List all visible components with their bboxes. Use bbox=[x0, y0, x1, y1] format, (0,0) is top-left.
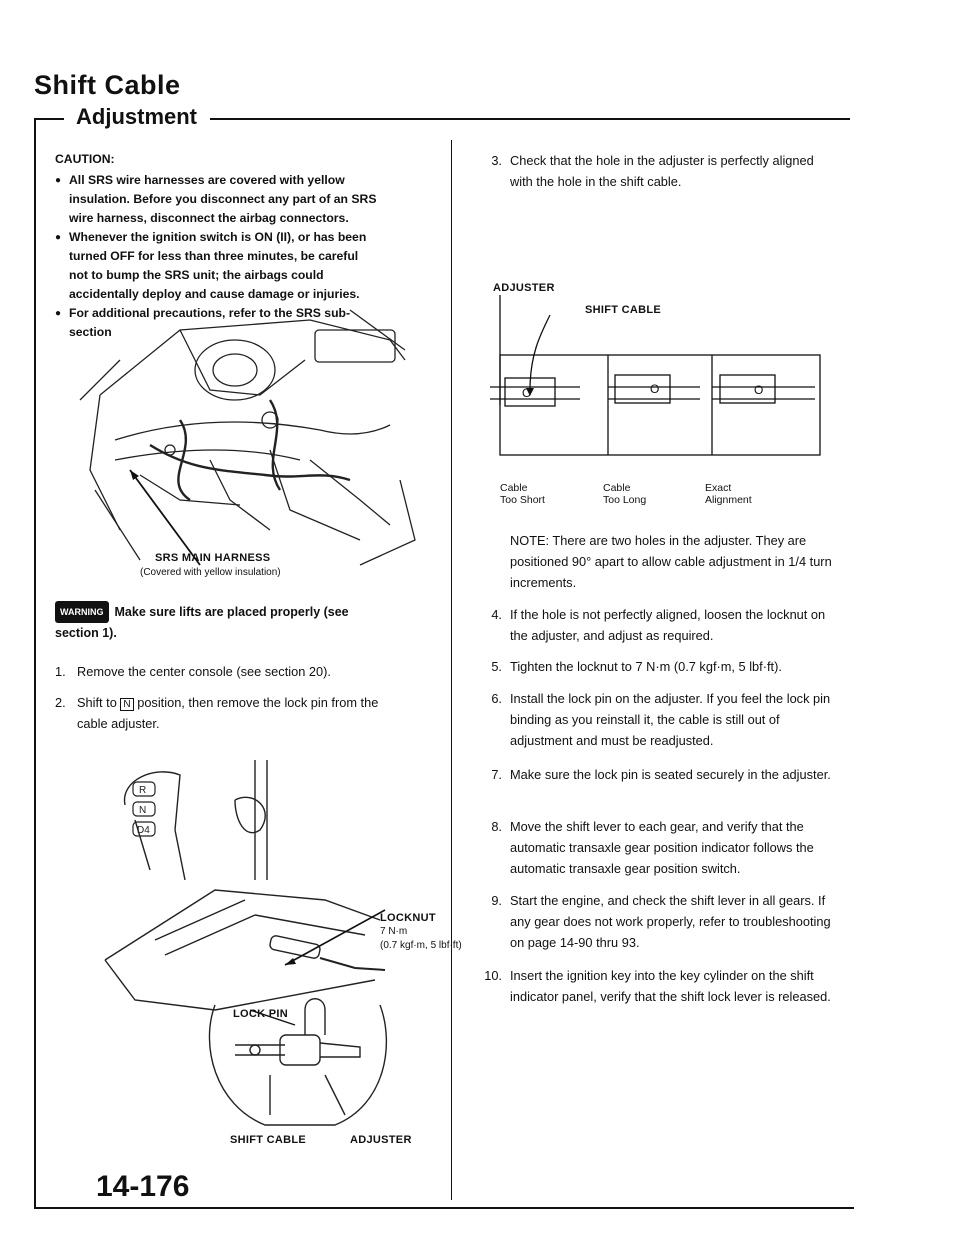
step-number: 8. bbox=[491, 819, 502, 834]
right-step-10 bbox=[480, 965, 840, 1007]
section-heading: Adjustment bbox=[76, 104, 197, 129]
figure1-label: SRS MAIN HARNESS bbox=[155, 552, 271, 564]
right-step-9 bbox=[480, 890, 840, 953]
right-step-3 bbox=[480, 150, 840, 192]
page-title: Shift Cable bbox=[34, 70, 181, 100]
locknut-torque-alt: (0.7 kgf·m, 5 lbf·ft) bbox=[380, 940, 462, 951]
right-step-4 bbox=[480, 604, 840, 646]
step-number: 2. bbox=[55, 695, 66, 710]
warning-badge: WARNING bbox=[55, 601, 109, 623]
locknut-torque: 7 N·m bbox=[380, 926, 408, 937]
right-step-7 bbox=[480, 764, 840, 785]
step-text-pre: Shift to bbox=[77, 695, 117, 710]
caption-line: Too Short bbox=[500, 494, 545, 506]
gear-label-d4: D4 bbox=[137, 825, 150, 836]
step-number: 6. bbox=[491, 691, 502, 706]
right-step-6 bbox=[480, 688, 840, 751]
note-block: NOTE: There are two holes in the adjuster. They are positioned 90° apart to allow cable adjustment in 1/4 turn increments. bbox=[510, 533, 832, 590]
caution-item: ● For additional precautions, refer to the SRS sub-section bbox=[55, 304, 380, 342]
shift-cable-label-fig2: SHIFT CABLE bbox=[230, 1134, 307, 1146]
caption-line: Alignment bbox=[705, 494, 752, 506]
hole-mark-long: O bbox=[650, 382, 660, 396]
warning-block bbox=[55, 601, 385, 643]
step-number: 7. bbox=[491, 767, 502, 782]
column-divider bbox=[451, 140, 452, 1200]
caption-line: Exact bbox=[705, 482, 732, 494]
left-step-1 bbox=[55, 661, 395, 682]
step-text: Check that the hole in the adjuster is perfectly aligned with the hole in the shift cable. bbox=[510, 153, 814, 189]
page-number: 14-176 bbox=[96, 1170, 190, 1203]
hole-mark-exact: O bbox=[754, 383, 764, 397]
caption-too-long bbox=[603, 482, 646, 506]
step-text-wrap bbox=[77, 692, 395, 734]
caption-line: Cable bbox=[603, 482, 631, 494]
step-text: Install the lock pin on the adjuster. If you feel the lock pin binding as you reinstall it, the cable is still out of adjustment and must be readjusted. bbox=[510, 691, 831, 748]
step-text: Move the shift lever to each gear, and verify that the automatic transaxle gear position indicator follows the automatic transaxle gear position switch. bbox=[510, 819, 814, 876]
warning-text: Make sure lifts are placed properly (see section 1). bbox=[55, 605, 349, 640]
step-text: Make sure the lock pin is seated securely in the adjuster. bbox=[510, 767, 831, 782]
caption-too-short bbox=[500, 482, 545, 506]
gear-label-r: R bbox=[139, 785, 147, 796]
lock-pin-detail-illustration bbox=[195, 985, 395, 1135]
adjuster-label-fig3: ADJUSTER bbox=[493, 282, 555, 294]
right-step-8 bbox=[480, 816, 840, 879]
neutral-key-symbol: N bbox=[120, 698, 133, 711]
shift-cable-label-fig3: SHIFT CABLE bbox=[585, 304, 662, 316]
step-number: 5. bbox=[491, 659, 502, 674]
caution-heading: CAUTION: bbox=[55, 152, 115, 166]
step-text-post: position, then remove the lock pin from the cable adjuster. bbox=[77, 695, 379, 731]
step-text: Insert the ignition key into the key cylinder on the shift indicator panel, verify that the shift lock lever is released. bbox=[510, 968, 831, 1004]
step-text: If the hole is not perfectly aligned, loosen the locknut on the adjuster, and adjust as required. bbox=[510, 607, 826, 643]
step-number: 9. bbox=[491, 893, 502, 908]
step-text: Start the engine, and check the shift lever in all gears. If any gear does not work properly, refer to troubleshooting on page 14-90 thru 93. bbox=[510, 893, 831, 950]
locknut-label: LOCKNUT bbox=[380, 912, 436, 924]
caution-item: ● Whenever the ignition switch is ON (II), or has been turned OFF for less than three minutes, be careful not to bump the SRS unit; the airbags could accidentally deploy and cause damage or injuries. bbox=[55, 228, 380, 304]
bottom-frame-rule bbox=[34, 1207, 854, 1209]
section-rule-left bbox=[34, 118, 64, 120]
hole-mark-short: O bbox=[522, 386, 532, 400]
right-step-5 bbox=[480, 656, 840, 677]
section-rule-right bbox=[210, 118, 850, 120]
gear-label-n: N bbox=[139, 805, 147, 816]
dashboard-harness-illustration bbox=[60, 300, 440, 590]
caption-exact bbox=[705, 482, 752, 506]
adjuster-label-fig2: ADJUSTER bbox=[350, 1134, 412, 1146]
lock-pin-label: LOCK PIN bbox=[233, 1008, 288, 1020]
caption-line: Too Long bbox=[603, 494, 647, 506]
left-step-2 bbox=[55, 692, 395, 734]
step-text: Remove the center console (see section 20). bbox=[77, 664, 331, 679]
step-text: Tighten the locknut to 7 N·m (0.7 kgf·m, 5 lbf·ft). bbox=[510, 659, 782, 674]
caution-item: ● All SRS wire harnesses are covered with yellow insulation. Before you disconnect any part of an SRS wire harness, disconnect the airbag connectors. bbox=[55, 171, 380, 228]
caption-line: Cable bbox=[500, 482, 528, 494]
step-number: 4. bbox=[491, 607, 502, 622]
step-number: 10. bbox=[484, 968, 502, 983]
step-number: 1. bbox=[55, 664, 66, 679]
hole-alignment-diagram bbox=[490, 295, 830, 485]
figure1-sublabel: (Covered with yellow insulation) bbox=[140, 567, 281, 578]
left-frame-rule bbox=[34, 118, 36, 1208]
step-number: 3. bbox=[491, 153, 502, 168]
